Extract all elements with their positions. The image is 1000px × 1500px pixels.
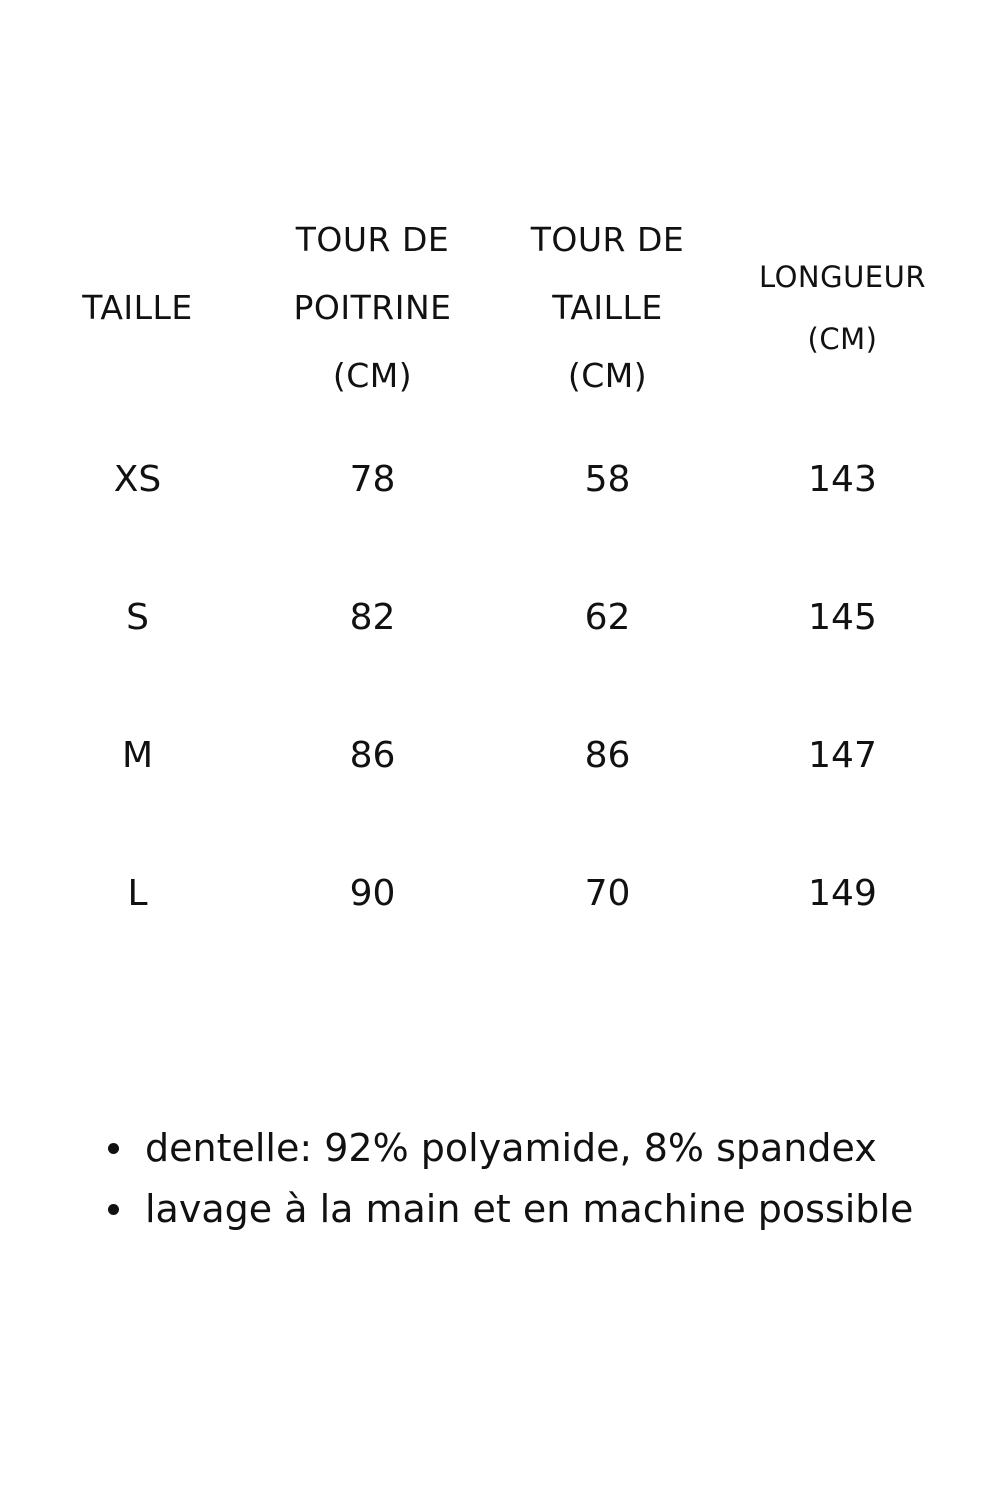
header-taille <box>20 205 255 410</box>
header-line: TOUR DE <box>530 219 685 259</box>
header-tour-de-poitrine <box>255 205 490 410</box>
table-row <box>20 686 960 824</box>
bullet-icon <box>108 1204 119 1215</box>
cell-size: S <box>126 596 149 638</box>
header-line: (CM) <box>567 355 648 395</box>
table-row <box>20 548 960 686</box>
header-line: POITRINE <box>293 287 452 327</box>
list-item <box>100 1179 960 1240</box>
header-line: (CM) <box>332 355 413 395</box>
table-header-row <box>20 205 960 410</box>
cell-waist: 58 <box>584 458 631 500</box>
cell-chest: 82 <box>349 596 396 638</box>
cell-length: 145 <box>808 596 877 638</box>
header-line: (CM) <box>807 321 878 356</box>
bullet-icon <box>108 1143 119 1154</box>
header-line: TAILLE <box>82 287 193 327</box>
cell-chest: 78 <box>349 458 396 500</box>
cell-size: M <box>121 734 154 776</box>
cell-length: 149 <box>808 872 877 914</box>
header-longueur <box>725 205 960 410</box>
header-tour-de-taille <box>490 205 725 410</box>
cell-size: L <box>127 872 148 914</box>
size-chart-table <box>20 205 960 962</box>
cell-waist: 62 <box>584 596 631 638</box>
list-item <box>100 1118 960 1179</box>
cell-size: XS <box>113 458 162 500</box>
cell-length: 143 <box>808 458 877 500</box>
note-text: lavage à la main et en machine possible <box>145 1187 914 1231</box>
header-line: LONGUEUR <box>758 259 927 294</box>
header-line: TAILLE <box>552 287 663 327</box>
cell-waist: 70 <box>584 872 631 914</box>
cell-waist: 86 <box>584 734 631 776</box>
note-text: dentelle: 92% polyamide, 8% spandex <box>145 1126 877 1170</box>
table-row <box>20 824 960 962</box>
cell-chest: 86 <box>349 734 396 776</box>
cell-length: 147 <box>808 734 877 776</box>
cell-chest: 90 <box>349 872 396 914</box>
header-line: TOUR DE <box>295 219 450 259</box>
product-notes-list <box>100 1118 960 1240</box>
table-row <box>20 410 960 548</box>
